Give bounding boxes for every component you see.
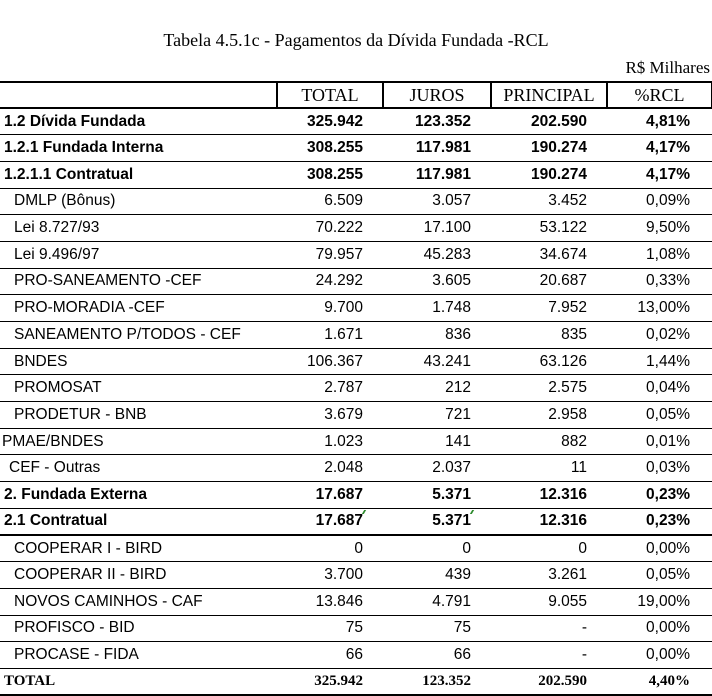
row-label-text: 1.2 Dívida Fundada bbox=[4, 112, 146, 130]
row-juros bbox=[383, 161, 491, 188]
row-juros bbox=[383, 455, 491, 482]
row-label bbox=[0, 535, 277, 562]
row-principal-text: 202.590 bbox=[538, 673, 587, 690]
row-juros-text: 43.241 bbox=[423, 352, 471, 370]
row-principal-text: 835 bbox=[561, 325, 587, 343]
row-rcl-text: 1,08% bbox=[646, 245, 690, 263]
row-principal-text: 12.316 bbox=[539, 485, 587, 503]
row-label-text: COOPERAR II - BIRD bbox=[14, 566, 167, 584]
row-principal bbox=[491, 188, 607, 215]
row-juros bbox=[383, 562, 491, 589]
row-principal bbox=[491, 348, 607, 375]
row-rcl bbox=[607, 428, 712, 455]
row-principal-text: 202.590 bbox=[530, 112, 587, 130]
row-total-text: 325.942 bbox=[306, 112, 363, 130]
table-title: Tabela 4.5.1c - Pagamentos da Dívida Fundada -RCL bbox=[163, 30, 549, 50]
row-principal-text: 63.126 bbox=[539, 352, 587, 370]
row-label-text: BNDES bbox=[14, 352, 68, 370]
row-principal bbox=[491, 588, 607, 615]
row-juros-text: 5.371 bbox=[432, 512, 471, 530]
row-total-text: 9.700 bbox=[324, 299, 363, 317]
row-rcl bbox=[607, 535, 712, 562]
row-label bbox=[0, 295, 277, 322]
row-principal-text: 12.316 bbox=[539, 512, 587, 530]
row-total bbox=[277, 402, 383, 429]
row-juros bbox=[383, 348, 491, 375]
row-juros bbox=[383, 188, 491, 215]
row-total bbox=[277, 241, 383, 268]
row-juros-text: 117.981 bbox=[415, 165, 471, 183]
row-total bbox=[277, 295, 383, 322]
table-row bbox=[0, 588, 712, 615]
row-total-text: 13.846 bbox=[315, 592, 363, 610]
row-label-text: PRO-MORADIA -CEF bbox=[14, 299, 165, 317]
row-rcl-text: 13,00% bbox=[637, 299, 690, 317]
row-juros bbox=[383, 588, 491, 615]
row-label-text: NOVOS CAMINHOS - CAF bbox=[14, 592, 203, 610]
row-label-text: PROCASE - FIDA bbox=[14, 646, 139, 664]
row-label-text: 1.2.1.1 Contratual bbox=[4, 165, 134, 183]
row-juros bbox=[383, 241, 491, 268]
row-total-text: 66 bbox=[345, 646, 363, 664]
row-juros bbox=[383, 642, 491, 669]
row-label bbox=[0, 241, 277, 268]
row-total bbox=[277, 375, 383, 402]
row-total-text: 1.671 bbox=[324, 325, 363, 343]
row-total bbox=[277, 615, 383, 642]
row-juros bbox=[383, 428, 491, 455]
row-rcl bbox=[607, 108, 712, 135]
row-total bbox=[277, 508, 383, 535]
row-principal-text: 53.122 bbox=[539, 219, 587, 237]
row-rcl-text: 0,00% bbox=[646, 619, 690, 637]
row-rcl-text: 9,50% bbox=[646, 219, 690, 237]
row-label bbox=[0, 588, 277, 615]
row-total-text: 308.255 bbox=[306, 139, 363, 157]
table-row bbox=[0, 135, 712, 162]
row-rcl bbox=[607, 402, 712, 429]
row-label-text: Lei 8.727/93 bbox=[14, 219, 100, 237]
row-rcl bbox=[607, 588, 712, 615]
row-rcl bbox=[607, 135, 712, 162]
table-row bbox=[0, 402, 712, 429]
row-rcl-text: 0,01% bbox=[646, 432, 690, 450]
row-label-text: 2. Fundada Externa bbox=[4, 485, 147, 503]
row-rcl-text: 0,02% bbox=[646, 325, 690, 343]
row-label-text: PROFISCO - BID bbox=[14, 619, 135, 637]
row-total-text: 3.700 bbox=[324, 566, 363, 584]
row-label bbox=[0, 402, 277, 429]
row-principal-text: 11 bbox=[570, 459, 587, 477]
row-label-text: 2.1 Contratual bbox=[4, 512, 108, 530]
row-rcl bbox=[607, 188, 712, 215]
row-principal bbox=[491, 161, 607, 188]
row-principal bbox=[491, 508, 607, 535]
table-row bbox=[0, 562, 712, 589]
row-total bbox=[277, 322, 383, 349]
row-juros-text: 123.352 bbox=[422, 673, 471, 690]
row-principal bbox=[491, 108, 607, 135]
row-rcl-text: 0,03% bbox=[646, 459, 690, 477]
row-label-text: PMAE/BNDES bbox=[2, 432, 104, 450]
row-rcl bbox=[607, 508, 712, 535]
row-rcl bbox=[607, 268, 712, 295]
row-rcl-text: 0,05% bbox=[646, 405, 690, 423]
row-total bbox=[277, 188, 383, 215]
row-juros bbox=[383, 375, 491, 402]
row-principal-text: 7.952 bbox=[548, 299, 587, 317]
row-total bbox=[277, 348, 383, 375]
row-juros-text: 5.371 bbox=[432, 485, 471, 503]
row-juros-text: 721 bbox=[445, 405, 471, 423]
row-total-text: 1.023 bbox=[324, 432, 363, 450]
row-total-text: 70.222 bbox=[315, 219, 363, 237]
row-principal bbox=[491, 135, 607, 162]
header-blank bbox=[0, 82, 277, 108]
row-juros bbox=[383, 215, 491, 242]
header-juros: JUROS bbox=[383, 82, 491, 108]
row-total-text: 2.787 bbox=[324, 379, 363, 397]
row-juros-text: 66 bbox=[453, 646, 471, 664]
row-label bbox=[0, 215, 277, 242]
row-total bbox=[277, 108, 383, 135]
row-juros bbox=[383, 668, 491, 695]
row-rcl-text: 4,40% bbox=[648, 673, 690, 690]
row-principal bbox=[491, 215, 607, 242]
row-principal bbox=[491, 642, 607, 669]
row-total bbox=[277, 135, 383, 162]
table-row bbox=[0, 428, 712, 455]
row-juros bbox=[383, 482, 491, 509]
row-juros bbox=[383, 135, 491, 162]
row-juros bbox=[383, 508, 491, 535]
table-row bbox=[0, 375, 712, 402]
row-juros-text: 439 bbox=[445, 566, 471, 584]
row-juros bbox=[383, 615, 491, 642]
row-principal bbox=[491, 668, 607, 695]
row-juros-text: 3.605 bbox=[432, 272, 471, 290]
row-juros bbox=[383, 295, 491, 322]
row-rcl bbox=[607, 375, 712, 402]
header-rcl: %RCL bbox=[607, 82, 712, 108]
row-principal bbox=[491, 241, 607, 268]
row-principal-text: 9.055 bbox=[548, 592, 587, 610]
table-row bbox=[0, 241, 712, 268]
row-total bbox=[277, 455, 383, 482]
row-juros-text: 117.981 bbox=[415, 139, 471, 157]
row-rcl bbox=[607, 348, 712, 375]
table-row bbox=[0, 535, 712, 562]
row-juros-text: 2.037 bbox=[432, 459, 471, 477]
row-total-text: 308.255 bbox=[306, 165, 363, 183]
row-rcl bbox=[607, 161, 712, 188]
row-total-text: 79.957 bbox=[315, 245, 363, 263]
row-label bbox=[0, 348, 277, 375]
row-juros-text: 123.352 bbox=[414, 112, 471, 130]
row-total bbox=[277, 535, 383, 562]
row-label bbox=[0, 161, 277, 188]
row-total-text: 17.687 bbox=[315, 485, 363, 503]
row-total bbox=[277, 482, 383, 509]
row-label-text: Lei 9.496/97 bbox=[14, 245, 100, 263]
row-juros-text: 17.100 bbox=[423, 219, 471, 237]
row-total-text: 106.367 bbox=[306, 352, 363, 370]
row-total-text: 17.687 bbox=[315, 512, 363, 530]
row-label-text: COOPERAR I - BIRD bbox=[14, 539, 163, 557]
table-row bbox=[0, 215, 712, 242]
table-row bbox=[0, 615, 712, 642]
row-total-text: 24.292 bbox=[315, 272, 363, 290]
row-label-text: CEF - Outras bbox=[9, 459, 101, 477]
row-rcl-text: 0,33% bbox=[646, 272, 690, 290]
row-principal bbox=[491, 428, 607, 455]
row-principal-text: 882 bbox=[561, 432, 587, 450]
row-principal-text: 2.575 bbox=[548, 379, 587, 397]
row-juros bbox=[383, 322, 491, 349]
row-total bbox=[277, 268, 383, 295]
row-rcl bbox=[607, 668, 712, 695]
row-total-text: 2.048 bbox=[324, 459, 363, 477]
table-row bbox=[0, 295, 712, 322]
header-principal: PRINCIPAL bbox=[491, 82, 607, 108]
row-total bbox=[277, 562, 383, 589]
row-juros-text: 836 bbox=[445, 325, 471, 343]
row-rcl bbox=[607, 562, 712, 589]
table-row bbox=[0, 348, 712, 375]
row-total-text: 325.942 bbox=[314, 673, 363, 690]
table-row bbox=[0, 482, 712, 509]
row-label bbox=[0, 135, 277, 162]
row-rcl-text: 0,00% bbox=[646, 539, 690, 557]
row-principal bbox=[491, 402, 607, 429]
row-juros-text: 0 bbox=[462, 539, 471, 557]
row-label bbox=[0, 428, 277, 455]
row-juros-text: 1.748 bbox=[432, 299, 471, 317]
row-principal bbox=[491, 295, 607, 322]
row-total bbox=[277, 428, 383, 455]
row-label bbox=[0, 108, 277, 135]
row-total bbox=[277, 161, 383, 188]
row-total-text: 6.509 bbox=[324, 192, 363, 210]
row-principal bbox=[491, 535, 607, 562]
row-label-text: PRODETUR - BNB bbox=[14, 405, 147, 423]
row-rcl-text: 0,00% bbox=[646, 646, 690, 664]
header-row bbox=[0, 82, 712, 108]
table-row bbox=[0, 508, 712, 535]
row-principal-text: - bbox=[581, 619, 587, 637]
row-label bbox=[0, 188, 277, 215]
row-principal bbox=[491, 455, 607, 482]
row-principal-text: - bbox=[581, 646, 587, 664]
row-total-text: 75 bbox=[345, 619, 363, 637]
unit-label: R$ Milhares bbox=[625, 58, 710, 77]
row-label bbox=[0, 455, 277, 482]
row-label-text: PROMOSAT bbox=[14, 379, 102, 397]
row-label bbox=[0, 322, 277, 349]
row-rcl bbox=[607, 482, 712, 509]
row-label bbox=[0, 375, 277, 402]
row-principal-text: 190.274 bbox=[530, 165, 587, 183]
table-row bbox=[0, 161, 712, 188]
row-rcl-text: 0,09% bbox=[646, 192, 690, 210]
row-label bbox=[0, 615, 277, 642]
row-juros bbox=[383, 108, 491, 135]
table-row bbox=[0, 455, 712, 482]
row-principal bbox=[491, 615, 607, 642]
row-label-text: DMLP (Bônus) bbox=[14, 192, 116, 210]
row-rcl bbox=[607, 455, 712, 482]
row-juros-text: 141 bbox=[445, 432, 471, 450]
row-juros bbox=[383, 535, 491, 562]
row-label bbox=[0, 562, 277, 589]
row-principal-text: 3.452 bbox=[548, 192, 587, 210]
row-principal bbox=[491, 562, 607, 589]
table-row bbox=[0, 668, 712, 695]
row-total-text: 0 bbox=[354, 539, 363, 557]
table-row bbox=[0, 642, 712, 669]
row-juros-text: 75 bbox=[453, 619, 471, 637]
row-rcl bbox=[607, 241, 712, 268]
row-principal-text: 3.261 bbox=[548, 566, 587, 584]
row-total-text: 3.679 bbox=[324, 405, 363, 423]
table-row bbox=[0, 108, 712, 135]
header-total: TOTAL bbox=[277, 82, 383, 108]
row-label-text: 1.2.1 Fundada Interna bbox=[4, 139, 164, 157]
row-label bbox=[0, 508, 277, 535]
row-principal-text: 20.687 bbox=[539, 272, 587, 290]
row-principal-text: 34.674 bbox=[539, 245, 587, 263]
row-rcl-text: 1,44% bbox=[646, 352, 690, 370]
row-label-text: PRO-SANEAMENTO -CEF bbox=[14, 272, 202, 290]
row-rcl-text: 4,17% bbox=[646, 165, 690, 183]
row-total bbox=[277, 588, 383, 615]
row-juros bbox=[383, 268, 491, 295]
row-rcl bbox=[607, 615, 712, 642]
row-juros bbox=[383, 402, 491, 429]
row-principal-text: 190.274 bbox=[530, 139, 587, 157]
row-label-text: TOTAL bbox=[4, 673, 56, 690]
row-total bbox=[277, 215, 383, 242]
table-row bbox=[0, 188, 712, 215]
table-row bbox=[0, 322, 712, 349]
row-rcl-text: 4,17% bbox=[646, 139, 690, 157]
debt-payments-table bbox=[0, 81, 712, 696]
row-juros-text: 4.791 bbox=[432, 592, 471, 610]
row-principal bbox=[491, 375, 607, 402]
row-juros-text: 3.057 bbox=[432, 192, 471, 210]
row-total bbox=[277, 668, 383, 695]
row-total bbox=[277, 642, 383, 669]
row-rcl-text: 19,00% bbox=[637, 592, 690, 610]
row-rcl-text: 4,81% bbox=[646, 112, 690, 130]
table-row bbox=[0, 268, 712, 295]
row-rcl-text: 0,23% bbox=[646, 512, 690, 530]
row-rcl bbox=[607, 295, 712, 322]
row-rcl-text: 0,23% bbox=[646, 485, 690, 503]
row-label bbox=[0, 482, 277, 509]
row-principal bbox=[491, 482, 607, 509]
row-juros-text: 212 bbox=[445, 379, 471, 397]
row-label bbox=[0, 668, 277, 695]
row-label bbox=[0, 642, 277, 669]
row-rcl bbox=[607, 322, 712, 349]
row-principal bbox=[491, 268, 607, 295]
row-juros-text: 45.283 bbox=[423, 245, 471, 263]
row-rcl-text: 0,04% bbox=[646, 379, 690, 397]
row-principal-text: 0 bbox=[578, 539, 587, 557]
row-rcl-text: 0,05% bbox=[646, 566, 690, 584]
row-rcl bbox=[607, 642, 712, 669]
row-label bbox=[0, 268, 277, 295]
row-rcl bbox=[607, 215, 712, 242]
row-principal-text: 2.958 bbox=[548, 405, 587, 423]
row-label-text: SANEAMENTO P/TODOS - CEF bbox=[14, 325, 241, 343]
row-principal bbox=[491, 322, 607, 349]
